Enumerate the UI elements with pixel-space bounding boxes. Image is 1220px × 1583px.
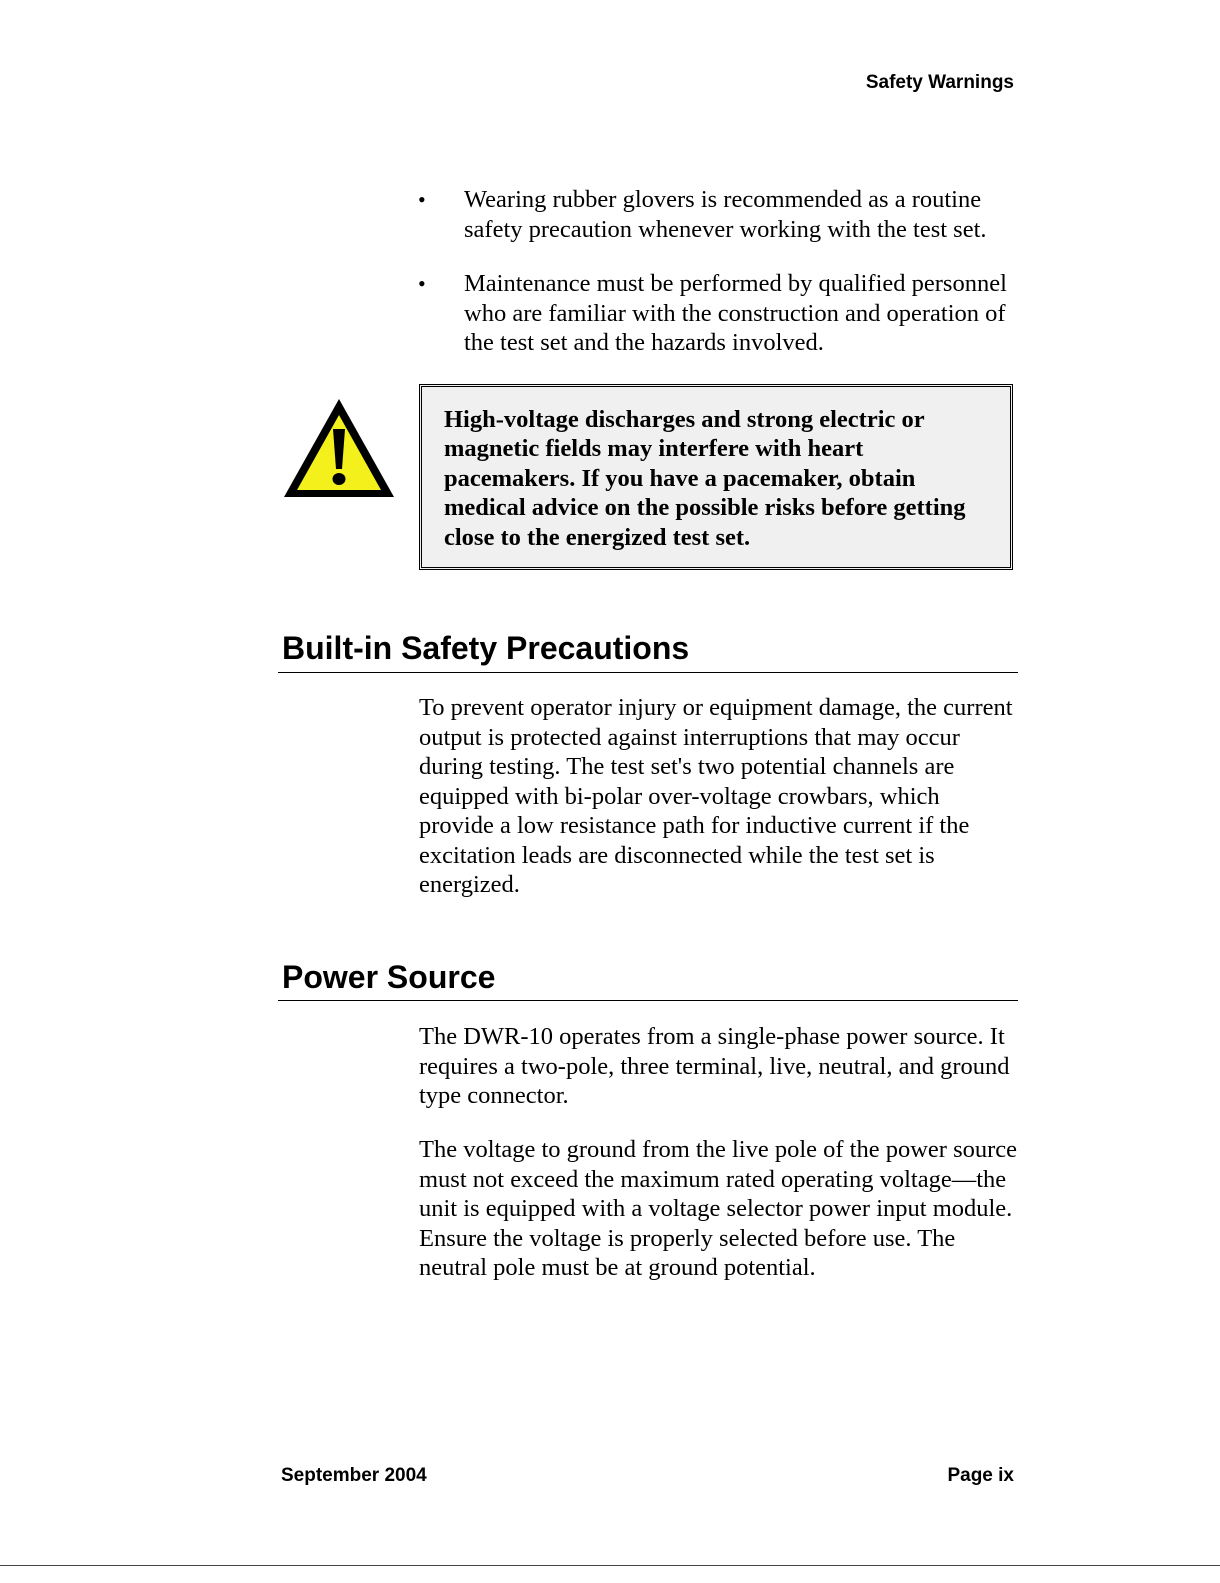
warning-triangle-icon: [280, 395, 398, 501]
list-item: [416, 185, 1016, 244]
page-header-title: Safety Warnings: [865, 72, 1014, 93]
paragraph-power-source-2: The voltage to ground from the live pole of the power source must not exceed the maximum rated operating voltage—the unit is equipped with a voltage selector power input module. Ensure the voltage is properly selected before use. The neutral pole must be at ground potential.: [419, 1136, 1018, 1281]
bullet-text: Wearing rubber glovers is recommended as a routine safety precaution whenever working with the test set.: [464, 186, 987, 243]
section-divider: [278, 672, 1018, 673]
paragraph-power-source-1: The DWR-10 operates from a single-phase power source. It requires a two-pole, three terminal, live, neutral, and ground type connector.: [419, 1023, 1010, 1109]
bullet-text: Maintenance must be performed by qualified personnel who are familiar with the construction and operation of the test set and the hazards involved.: [464, 270, 1007, 356]
footer-page-number: Page ix: [947, 1465, 1014, 1486]
page-bottom-edge: [0, 1565, 1220, 1566]
section-title-built-in-safety: Built-in Safety Precautions: [282, 630, 690, 666]
paragraph-built-in-safety: To prevent operator injury or equipment damage, the current output is protected against interruptions that may occur during testing. The test set's two potential channels are equipped with bi-polar over-voltage crowbars, which provide a low resistance path for inductive current if the excitation leads are disconnected while the test set is energized.: [419, 694, 1013, 898]
section-title-power-source: Power Source: [282, 959, 496, 995]
footer-date: September 2004: [281, 1465, 427, 1486]
warning-text: High-voltage discharges and strong electric or magnetic fields may interfere with heart pacemakers. If you have a pacemaker, obtain medical advice on the possible risks before getting close to the energized test set.: [444, 406, 966, 551]
bullet-glyph: •: [418, 187, 426, 212]
bullet-glyph: •: [418, 271, 426, 296]
list-item: [416, 269, 1016, 358]
bullet-list: [416, 185, 1016, 383]
warning-callout-box: [419, 384, 1013, 570]
section-divider: [278, 1000, 1018, 1001]
